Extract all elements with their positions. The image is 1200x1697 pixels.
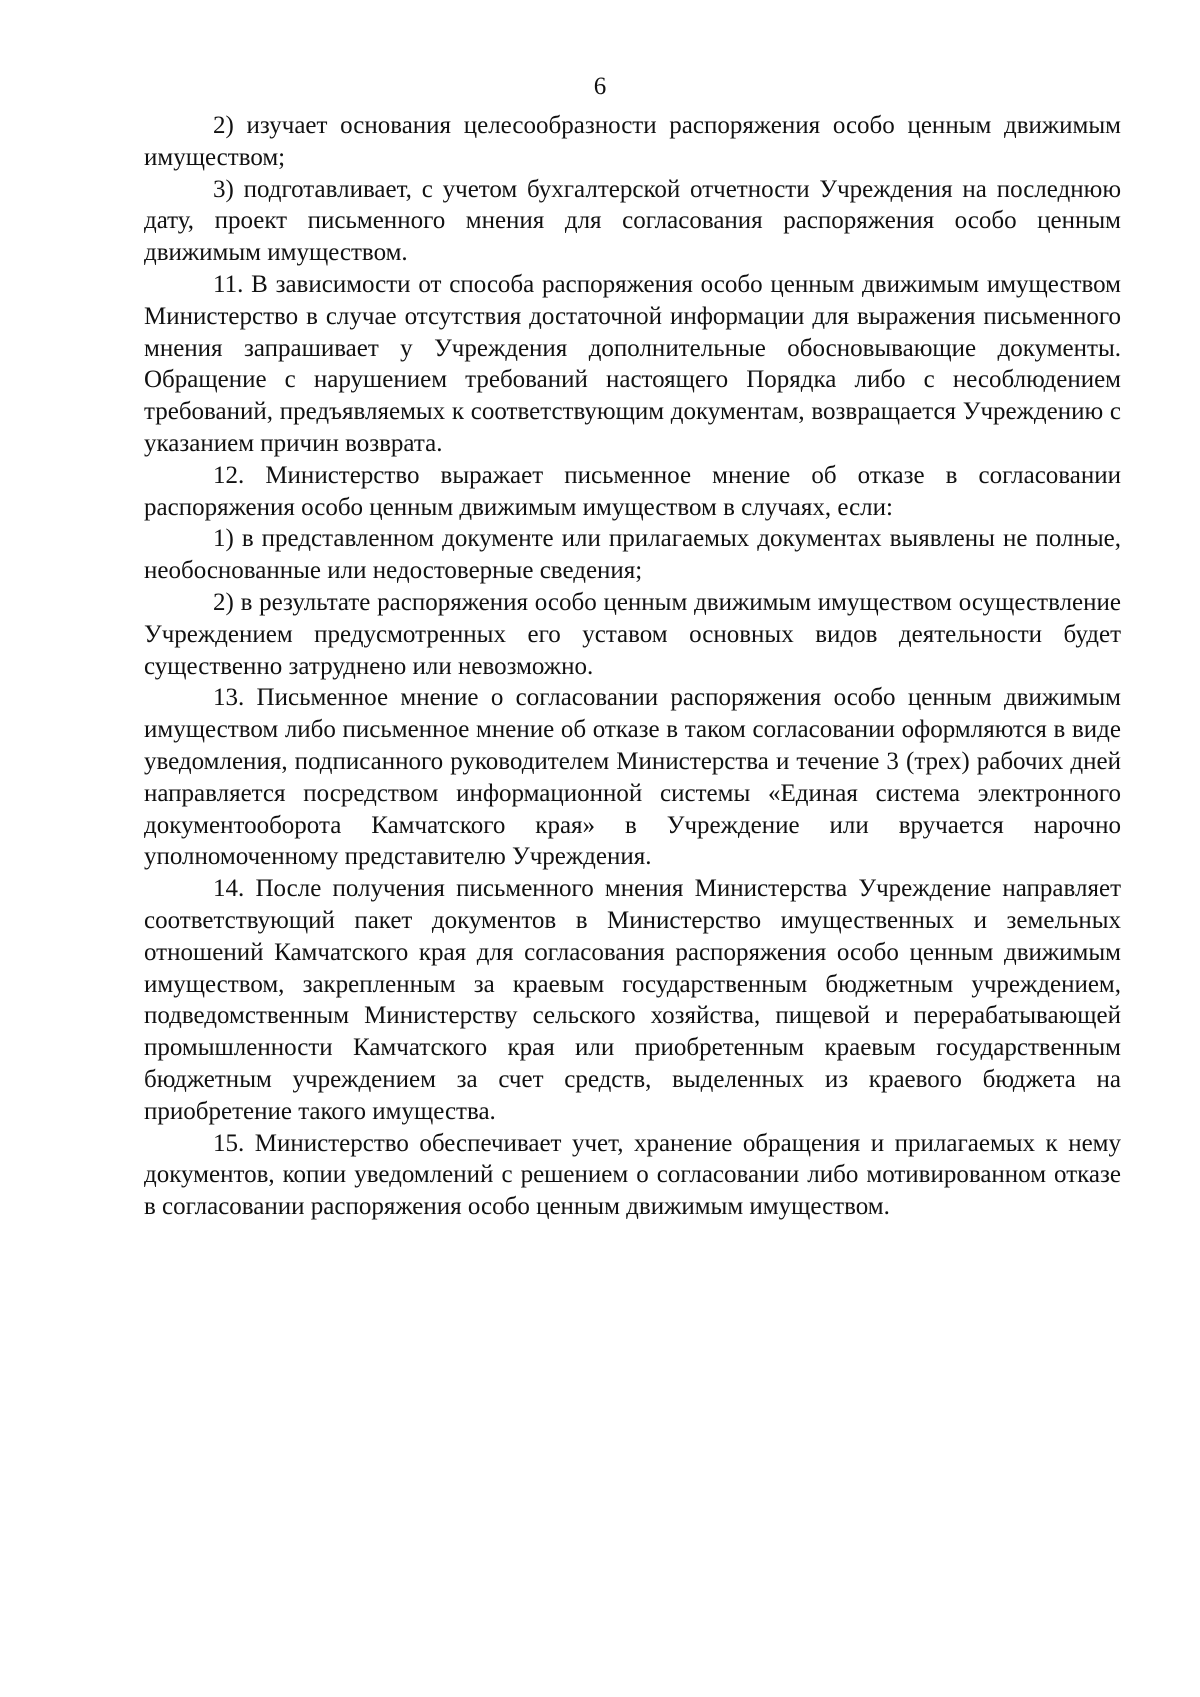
paragraph-11: 11. В зависимости от способа распоряжения особо ценным движимым имуществом Министерство в случае отсутствия достаточной информации для выражения письменного мнения запрашивает у Учреждения дополнительные обосновывающие документы. Обращение с нарушением требований настоящего Порядка либо с несоблюдением требований, предъявляемых к соответствующим документам, возвращается Учреждению с указанием причин возврата. [144,270,1121,457]
paragraph-13: 13. Письменное мнение о согласовании распоряжения особо ценным движимым имуществом либо письменное мнение об отказе в таком согласовании оформляются в виде уведомления, подписанного руководителем Министерства и течение 3 (трех) рабочих дней направляется посредством информационной системы «Единая система электронного документооборота Камчатского края» в Учреждение или вручается нарочно уполномоченному представителю Учреждения. [144,684,1121,871]
paragraph-10-2: 2) изучает основания целесообразности распоряжения особо ценным движимым имуществом; [144,112,1121,171]
document-body [144,110,1121,1223]
paragraph-12-2: 2) в результате распоряжения особо ценным движимым имуществом осуществление Учреждением предусмотренных его уставом основных видов деятельности будет существенно затруднено или невозможно. [144,588,1121,680]
paragraph-10-3: 3) подготавливает, с учетом бухгалтерской отчетности Учреждения на последнюю дату, проект письменного мнения для согласования распоряжения особо ценным движимым имуществом. [144,175,1121,267]
page-number: 6 [593,73,607,100]
paragraph-12: 12. Министерство выражает письменное мнение об отказе в согласовании распоряжения особо ценным движимым имуществом в случаях, если: [144,461,1121,521]
paragraph-15: 15. Министерство обеспечивает учет, хранение обращения и прилагаемых к нему документов, копии уведомлений с решением о согласовании либо мотивированном отказе в согласовании распоряжения особо ценным движимым имуществом. [144,1129,1121,1221]
paragraph-12-1: 1) в представленном документе или прилагаемых документах выявлены не полные, необоснованные или недостоверные сведения; [144,525,1121,585]
paragraph-14: 14. После получения письменного мнения Министерства Учреждение направляет соответствующий пакет документов в Министерство имущественных и земельных отношений Камчатского края для согласования распоряжения особо ценным движимым имуществом, закрепленным за краевым государственным бюджетным учреждением, подведомственным Министерству сельского хозяйства, пищевой и перерабатывающей промышленности Камчатского края или приобретенным краевым государственным бюджетным учреждением за счет средств, выделенных из краевого бюджета на приобретение такого имущества. [144,875,1121,1125]
